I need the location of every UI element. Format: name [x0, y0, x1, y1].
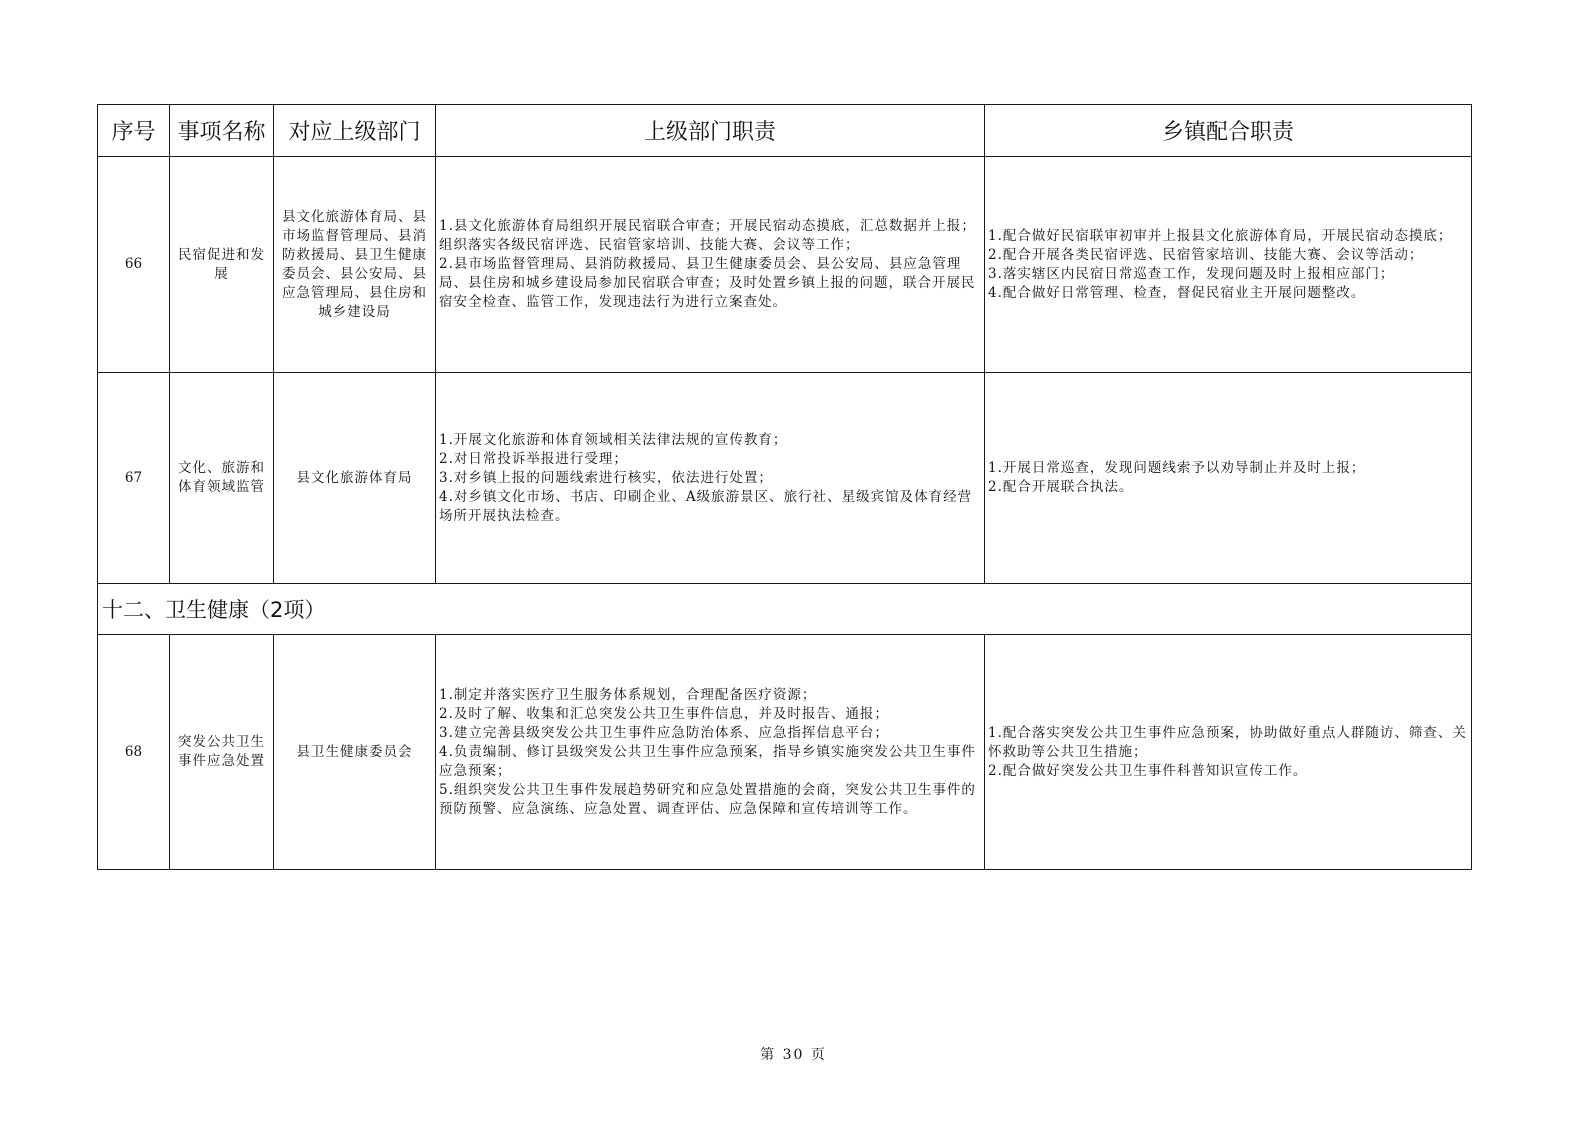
upper-dept: 县卫生健康委员会: [274, 635, 436, 870]
duty-line: 4.配合做好日常管理、检查，督促民宿业主开展问题整改。: [988, 284, 1366, 301]
table-row: [98, 157, 1472, 373]
item-name: 突发公共卫生事件应急处置: [170, 635, 274, 870]
row-number: 68: [98, 635, 170, 870]
header-no: 序号: [98, 105, 170, 157]
duty-line: 2.配合开展各类民宿评选、民宿管家培训、技能大赛、会议等活动；: [988, 246, 1424, 263]
header-item-name: 事项名称: [170, 105, 274, 157]
duty-line: 3.对乡镇上报的问题线索进行核实，依法进行处置；: [439, 469, 773, 486]
duty-line: 1.开展文化旅游和体育领域相关法律法规的宣传教育；: [439, 431, 788, 448]
header-town-duty: 乡镇配合职责: [985, 105, 1472, 157]
duty-line: 1.配合落实突发公共卫生事件应急预案，协助做好重点人群随访、筛查、关怀救助等公共卫生措施；: [988, 724, 1467, 760]
header-upper-dept: 对应上级部门: [274, 105, 436, 157]
upper-dept: 县文化旅游体育局: [274, 373, 436, 584]
town-duty: [985, 157, 1472, 373]
duty-line: 2.及时了解、收集和汇总突发公共卫生事件信息，并及时报告、通报；: [439, 705, 889, 722]
duty-line: 4.对乡镇文化市场、书店、印刷企业、A级旅游景区、旅行社、星级宾馆及体育经营场所开展执法检查。: [439, 488, 973, 524]
town-duty: [985, 373, 1472, 584]
upper-duty: [436, 373, 985, 584]
table-row: [98, 635, 1472, 870]
row-number: 66: [98, 157, 170, 373]
duty-line: 1.配合做好民宿联审初审并上报县文化旅游体育局，开展民宿动态摸底；: [988, 227, 1453, 244]
duty-line: 2.对日常投诉举报进行受理；: [439, 450, 628, 467]
duty-line: 1.县文化旅游体育局组织开展民宿联合审查；开展民宿动态摸底，汇总数据并上报；组织落实各级民宿评选、民宿管家培训、技能大赛、会议等工作；: [439, 218, 976, 253]
duty-line: 5.组织突发公共卫生事件发展趋势研究和应急处置措施的会商，突发公共卫生事件的预防预警、应急演练、应急处置、调查评估、应急保障和宣传培训等工作。: [439, 781, 976, 817]
table-row: [98, 373, 1472, 584]
town-duty: [985, 635, 1472, 870]
upper-duty: [436, 157, 985, 373]
section-heading: 十二、卫生健康（2项）: [98, 584, 1472, 635]
duty-line: 4.负责编制、修订县级突发公共卫生事件应急预案，指导乡镇实施突发公共卫生事件应急预案；: [439, 743, 976, 779]
duty-table: [97, 104, 1472, 870]
section-heading-row: [98, 584, 1472, 635]
duty-line: 3.建立完善县级突发公共卫生事件应急防治体系、应急指挥信息平台；: [439, 724, 889, 741]
duty-line: 3.落实辖区内民宿日常巡查工作，发现问题及时上报相应部门；: [988, 265, 1395, 282]
duty-line: 1.开展日常巡查，发现问题线索予以劝导制止并及时上报；: [988, 460, 1366, 476]
duty-line: 2.县市场监督管理局、县消防救援局、县卫生健康委员会、县公安局、县应急管理局、县住房和城乡建设局参加民宿联合审查；及时处置乡镇上报的问题，联合开展民宿安全检查、监管工作，发现违法行为进行立案查处。: [439, 256, 976, 310]
row-number: 67: [98, 373, 170, 584]
item-name: 民宿促进和发展: [170, 157, 274, 373]
upper-dept: 县文化旅游体育局、县市场监督管理局、县消防救援局、县卫生健康委员会、县公安局、县应急管理局、县住房和城乡建设局: [274, 157, 436, 373]
upper-duty: [436, 635, 985, 870]
item-name: 文化、旅游和体育领域监管: [170, 373, 274, 584]
table-header-row: [98, 105, 1472, 157]
duty-line: 2.配合做好突发公共卫生事件科普知识宣传工作。: [988, 762, 1308, 779]
duty-line: 1.制定并落实医疗卫生服务体系规划，合理配备医疗资源；: [439, 686, 817, 703]
header-upper-duty: 上级部门职责: [436, 105, 985, 157]
duty-line: 2.配合开展联合执法。: [988, 479, 1134, 495]
page-number: 第 30 页: [760, 1047, 827, 1063]
